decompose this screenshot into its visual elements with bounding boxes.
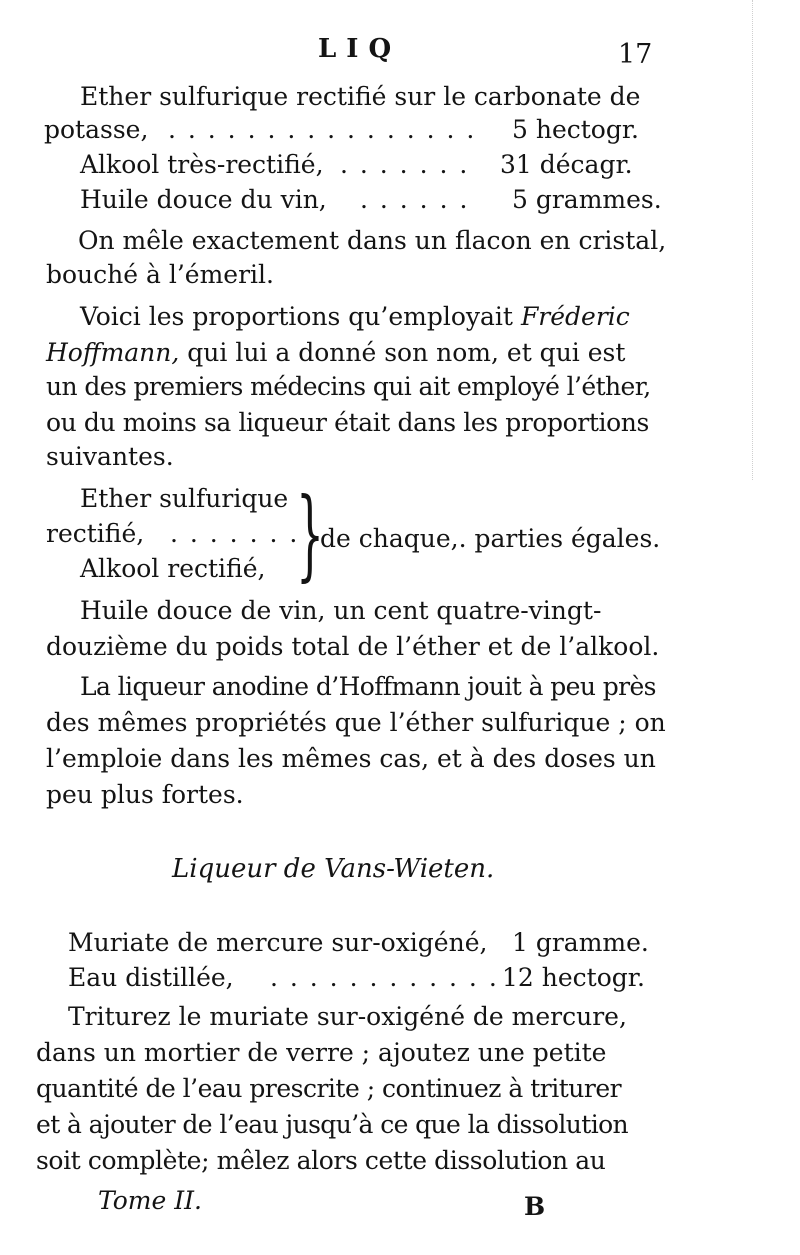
text-span: qui lui a donné son nom, et qui est — [187, 338, 626, 367]
italic-name: Fréderic — [520, 302, 630, 331]
text-line: Huile douce de vin, un cent quatre-vingt- — [80, 596, 602, 625]
text-line: La liqueur anodine d’Hoffmann jouit à peu près — [80, 672, 656, 701]
text-line: suivantes. — [46, 442, 174, 471]
curly-brace: } — [296, 478, 325, 592]
text-line: On mêle exactement dans un flacon en cristal, — [78, 226, 667, 255]
dot-leader: . . . . . . . . . . . . . . . . — [168, 115, 477, 144]
running-head-title: LIQ — [318, 34, 402, 64]
text-line: bouché à l’émeril. — [46, 260, 274, 289]
text-line: douzième du poids total de l’éther et de l’alkool. — [46, 632, 660, 661]
recipe-item-qty: 31 décagr. — [500, 150, 633, 179]
recipe-item-qty: 5 grammes. — [512, 185, 662, 214]
text-line: quantité de l’eau prescrite ; continuez à triturer — [36, 1074, 622, 1103]
dot-leader: . . . . . . — [360, 185, 470, 214]
signature-mark: B — [524, 1192, 546, 1221]
text-line: soit complète; mêlez alors cette dissolution au — [36, 1146, 606, 1175]
text-line — [80, 300, 630, 334]
italic-name: Hoffmann, — [46, 338, 180, 367]
recipe-item-name: Muriate de mercure sur-oxigéné, — [68, 928, 488, 957]
brace-item: Ether sulfurique — [80, 484, 289, 513]
text-line: un des premiers médecins qui ait employé l’éther, — [46, 372, 651, 401]
text-line: et à ajouter de l’eau jusqu’à ce que la dissolution — [36, 1110, 629, 1139]
recipe-item-name: Huile douce du vin, — [80, 185, 327, 214]
text-span: Voici les proportions qu’employait — [80, 302, 513, 331]
brace-item: Alkool rectifié, — [80, 554, 266, 583]
brace-item: rectifié, — [46, 519, 145, 548]
section-heading: Liqueur de Vans-Wieten. — [172, 854, 495, 884]
brace-text: de chaque,. parties égales. — [320, 524, 661, 553]
recipe-item-name: Alkool très-rectifié, — [80, 150, 324, 179]
text-line: dans un mortier de verre ; ajoutez une petite — [36, 1038, 607, 1067]
dot-leader: . . . . . . . — [170, 519, 300, 548]
recipe-item-qty: 5 hectogr. — [512, 115, 640, 144]
text-line: ou du moins sa liqueur était dans les proportions — [46, 408, 649, 437]
dot-leader: . . . . . . . . . . . . — [270, 963, 499, 992]
dot-leader: . . . . . . . — [340, 150, 470, 179]
text-line: peu plus fortes. — [46, 780, 244, 809]
text-line: Triturez le muriate sur-oxigéné de mercure, — [68, 1002, 627, 1031]
recipe-item-name: Eau distillée, — [68, 963, 234, 992]
text-line — [46, 336, 625, 370]
page-edge-marks — [752, 0, 773, 480]
recipe-item-name: potasse, — [44, 115, 149, 144]
recipe-item-qty: 1 gramme. — [512, 928, 649, 957]
recipe-line: Ether sulfurique rectifié sur le carbonate de — [80, 82, 641, 111]
recipe-item-qty: 12 hectogr. — [502, 963, 645, 992]
text-line: des mêmes propriétés que l’éther sulfurique ; on — [46, 708, 666, 737]
volume-label: Tome II. — [98, 1186, 202, 1215]
text-line: l’emploie dans les mêmes cas, et à des doses un — [46, 744, 656, 773]
page-number: 17 — [618, 39, 653, 70]
